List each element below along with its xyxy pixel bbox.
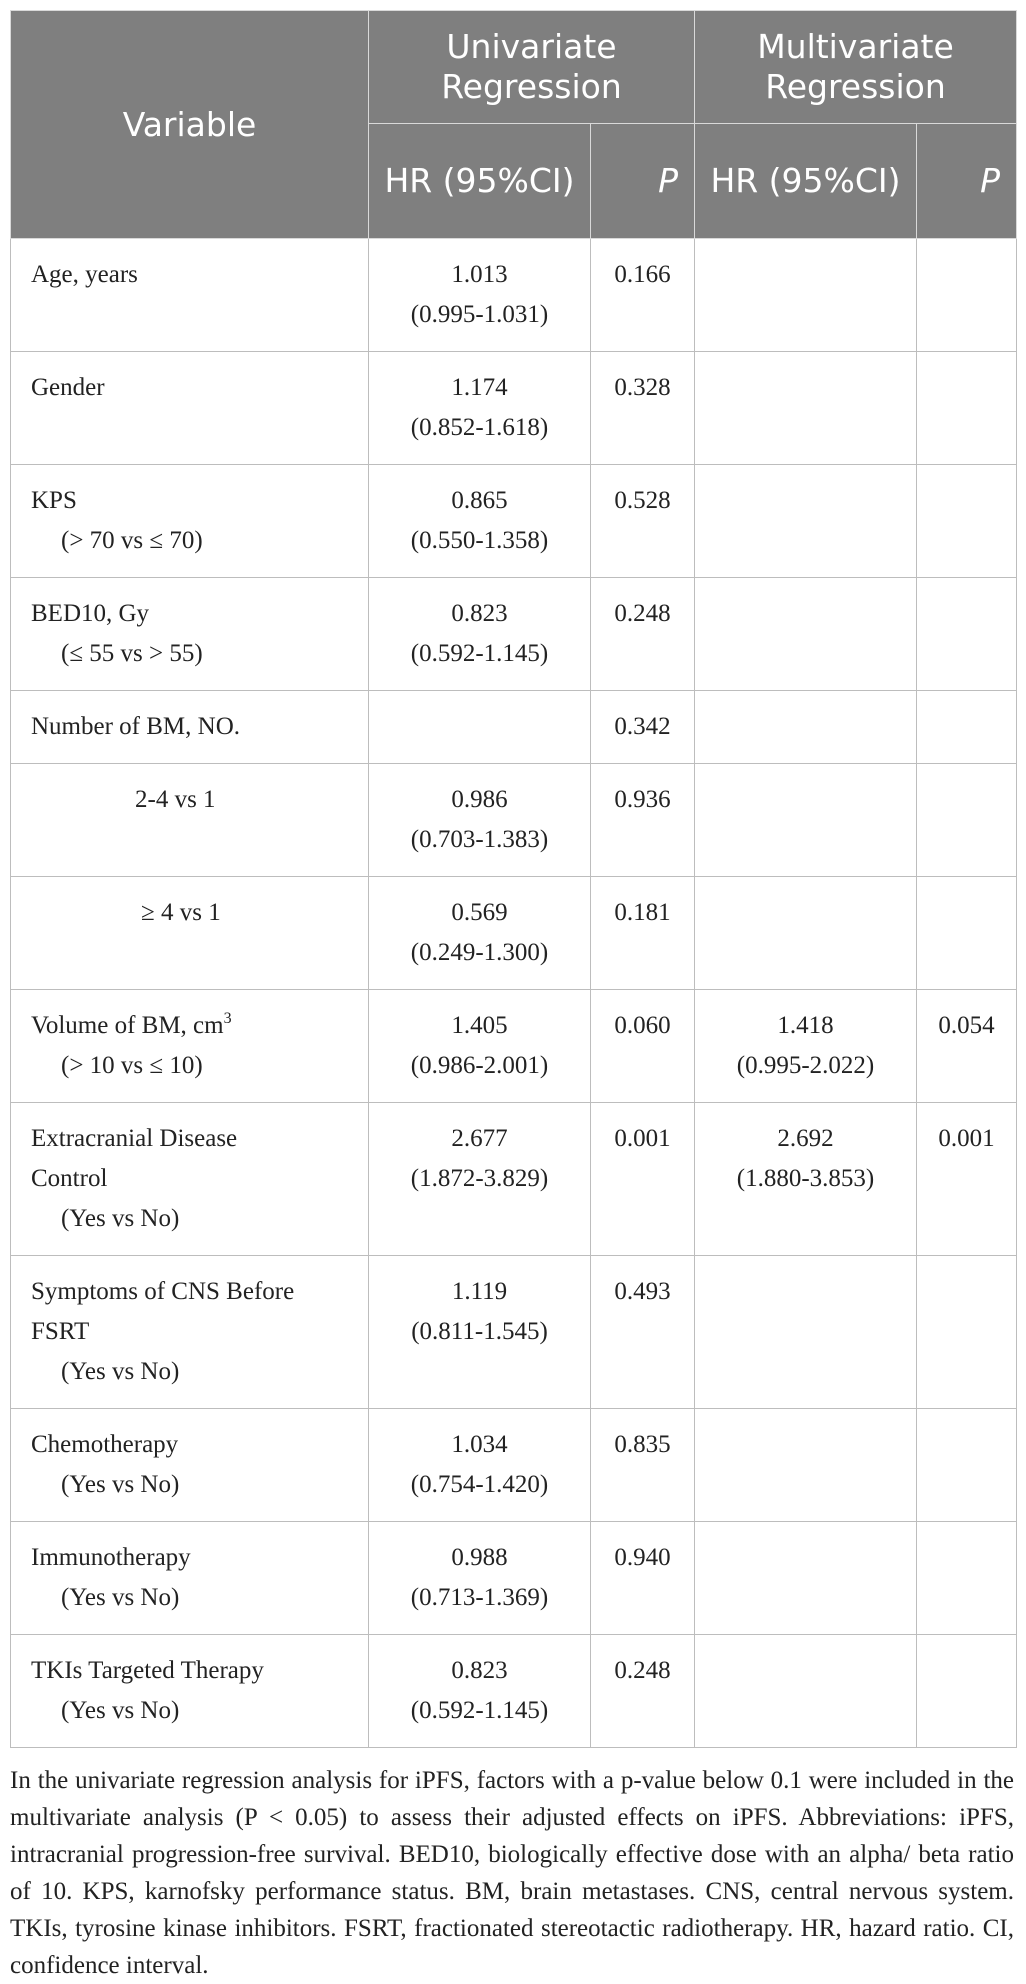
regression-table-figure (10, 10, 1016, 1984)
uni-hr: 2.677 (451, 1125, 508, 1152)
uni-p: 0.181 (614, 899, 671, 926)
uni-ci: (0.550-1.358) (410, 527, 549, 554)
footnote-text: In the univariate regression analysis for iPFS, factors with a p-value below 0.1 were included in the multivariate analysis (P < 0.05) to assess their adjusted effects on iPFS. Abbreviations: iPFS, intracranial progression-free survival. BED10, biologically effective dose with an alpha/ beta ratio of 10. KPS, karnofsky performance status. BM, brain metastases. CNS, central nervous system. TKIs, tyrosine kinase inhibitors. FSRT, fractionated stereotactic radiotherapy. HR, hazard ratio. CI, confidence interval. (10, 1767, 1014, 1979)
row-label: Number of BM, NO. (31, 713, 241, 740)
row-label: TKIs Targeted Therapy (31, 1657, 264, 1684)
uni-hr: 0.988 (451, 1544, 508, 1571)
row-sublabel: (> 70 vs ≤ 70) (61, 527, 203, 554)
uni-hr: 1.013 (451, 261, 508, 288)
row-label-line1: Symptoms of CNS Before (31, 1278, 295, 1305)
uni-ci: (0.592-1.145) (410, 640, 549, 667)
row-sublabel: (≤ 55 vs > 55) (61, 640, 203, 667)
table-row-chemotherapy (11, 1409, 1017, 1522)
table-row-cns-symptoms (11, 1256, 1017, 1409)
uni-ci: (0.852-1.618) (410, 414, 549, 441)
row-sublabel: (Yes vs No) (61, 1697, 180, 1724)
row-label-text: Volume of BM, cm (31, 1012, 224, 1039)
row-label-line1: Extracranial Disease (31, 1125, 238, 1152)
table-row-kps (11, 465, 1017, 578)
multi-hr: 1.418 (777, 1012, 834, 1039)
header-univariate: Univariate Regression (369, 11, 695, 124)
uni-hr: 0.823 (451, 600, 508, 627)
uni-ci: (0.754-1.420) (410, 1471, 549, 1498)
uni-ci: (0.592-1.145) (410, 1697, 549, 1724)
table-row-volume-bm (11, 990, 1017, 1103)
uni-hr: 0.569 (451, 899, 508, 926)
uni-hr: 0.986 (451, 786, 508, 813)
uni-p: 0.248 (614, 1657, 671, 1684)
uni-p: 0.166 (614, 261, 671, 288)
table-row-age (11, 239, 1017, 352)
row-label: ≥ 4 vs 1 (141, 899, 221, 926)
uni-p: 0.342 (614, 713, 671, 740)
uni-hr: 1.119 (451, 1278, 508, 1305)
uni-p: 0.248 (614, 600, 671, 627)
row-label (31, 1006, 356, 1046)
header-variable: Variable (11, 11, 369, 239)
table-row-bm-2-4 (11, 764, 1017, 877)
row-label: KPS (31, 487, 77, 514)
uni-p: 0.493 (614, 1278, 671, 1305)
uni-p: 0.060 (614, 1012, 671, 1039)
table-row-bm-ge4 (11, 877, 1017, 990)
row-label: Gender (31, 374, 105, 401)
table-row-tki (11, 1635, 1017, 1748)
header-uni-hr: HR (95%CI) (369, 124, 591, 239)
table-row-extracranial (11, 1103, 1017, 1256)
uni-hr: 1.405 (451, 1012, 508, 1039)
table-row-immunotherapy (11, 1522, 1017, 1635)
uni-ci: (0.995-1.031) (410, 301, 549, 328)
header-multi-p: P (917, 124, 1017, 239)
uni-hr: 1.034 (451, 1431, 508, 1458)
uni-p: 0.328 (614, 374, 671, 401)
row-sublabel: (Yes vs No) (61, 1205, 180, 1232)
multi-ci: (0.995-2.022) (736, 1052, 875, 1079)
row-label: Immunotherapy (31, 1544, 191, 1571)
regression-table (10, 10, 1017, 1748)
uni-p: 0.001 (614, 1125, 671, 1152)
uni-hr: 0.823 (451, 1657, 508, 1684)
uni-ci: (0.811-1.545) (411, 1318, 548, 1345)
row-label: 2-4 vs 1 (135, 786, 216, 813)
table-row-bed10 (11, 578, 1017, 691)
uni-ci: (0.986-2.001) (410, 1052, 549, 1079)
table-row-number-bm (11, 691, 1017, 764)
uni-ci: (1.872-3.829) (410, 1165, 549, 1192)
row-label: Chemotherapy (31, 1431, 179, 1458)
header-multi-hr: HR (95%CI) (695, 124, 917, 239)
uni-p: 0.528 (614, 487, 671, 514)
uni-p: 0.835 (614, 1431, 671, 1458)
uni-p: 0.936 (614, 786, 671, 813)
uni-hr: 0.865 (451, 487, 508, 514)
row-label: BED10, Gy (31, 600, 150, 627)
multi-ci: (1.880-3.853) (736, 1165, 875, 1192)
uni-hr: 1.174 (451, 374, 508, 401)
uni-p: 0.940 (614, 1544, 671, 1571)
row-label: Age, years (31, 261, 138, 288)
superscript: 3 (223, 1010, 232, 1027)
table-footnote (10, 1762, 1016, 1984)
header-uni-p: P (591, 124, 695, 239)
table-row-gender (11, 352, 1017, 465)
row-sublabel: (> 10 vs ≤ 10) (61, 1052, 203, 1079)
uni-ci: (0.703-1.383) (410, 826, 549, 853)
row-sublabel: (Yes vs No) (61, 1584, 180, 1611)
row-label-line2: FSRT (31, 1318, 90, 1345)
row-label-line2: Control (31, 1165, 108, 1192)
row-sublabel: (Yes vs No) (61, 1358, 180, 1385)
uni-ci: (0.249-1.300) (410, 939, 549, 966)
multi-p: 0.001 (938, 1125, 995, 1152)
uni-ci: (0.713-1.369) (410, 1584, 549, 1611)
row-sublabel: (Yes vs No) (61, 1471, 180, 1498)
header-row-top (11, 11, 1017, 124)
header-multivariate: Multivariate Regression (695, 11, 1017, 124)
multi-p: 0.054 (938, 1012, 995, 1039)
multi-hr: 2.692 (777, 1125, 834, 1152)
